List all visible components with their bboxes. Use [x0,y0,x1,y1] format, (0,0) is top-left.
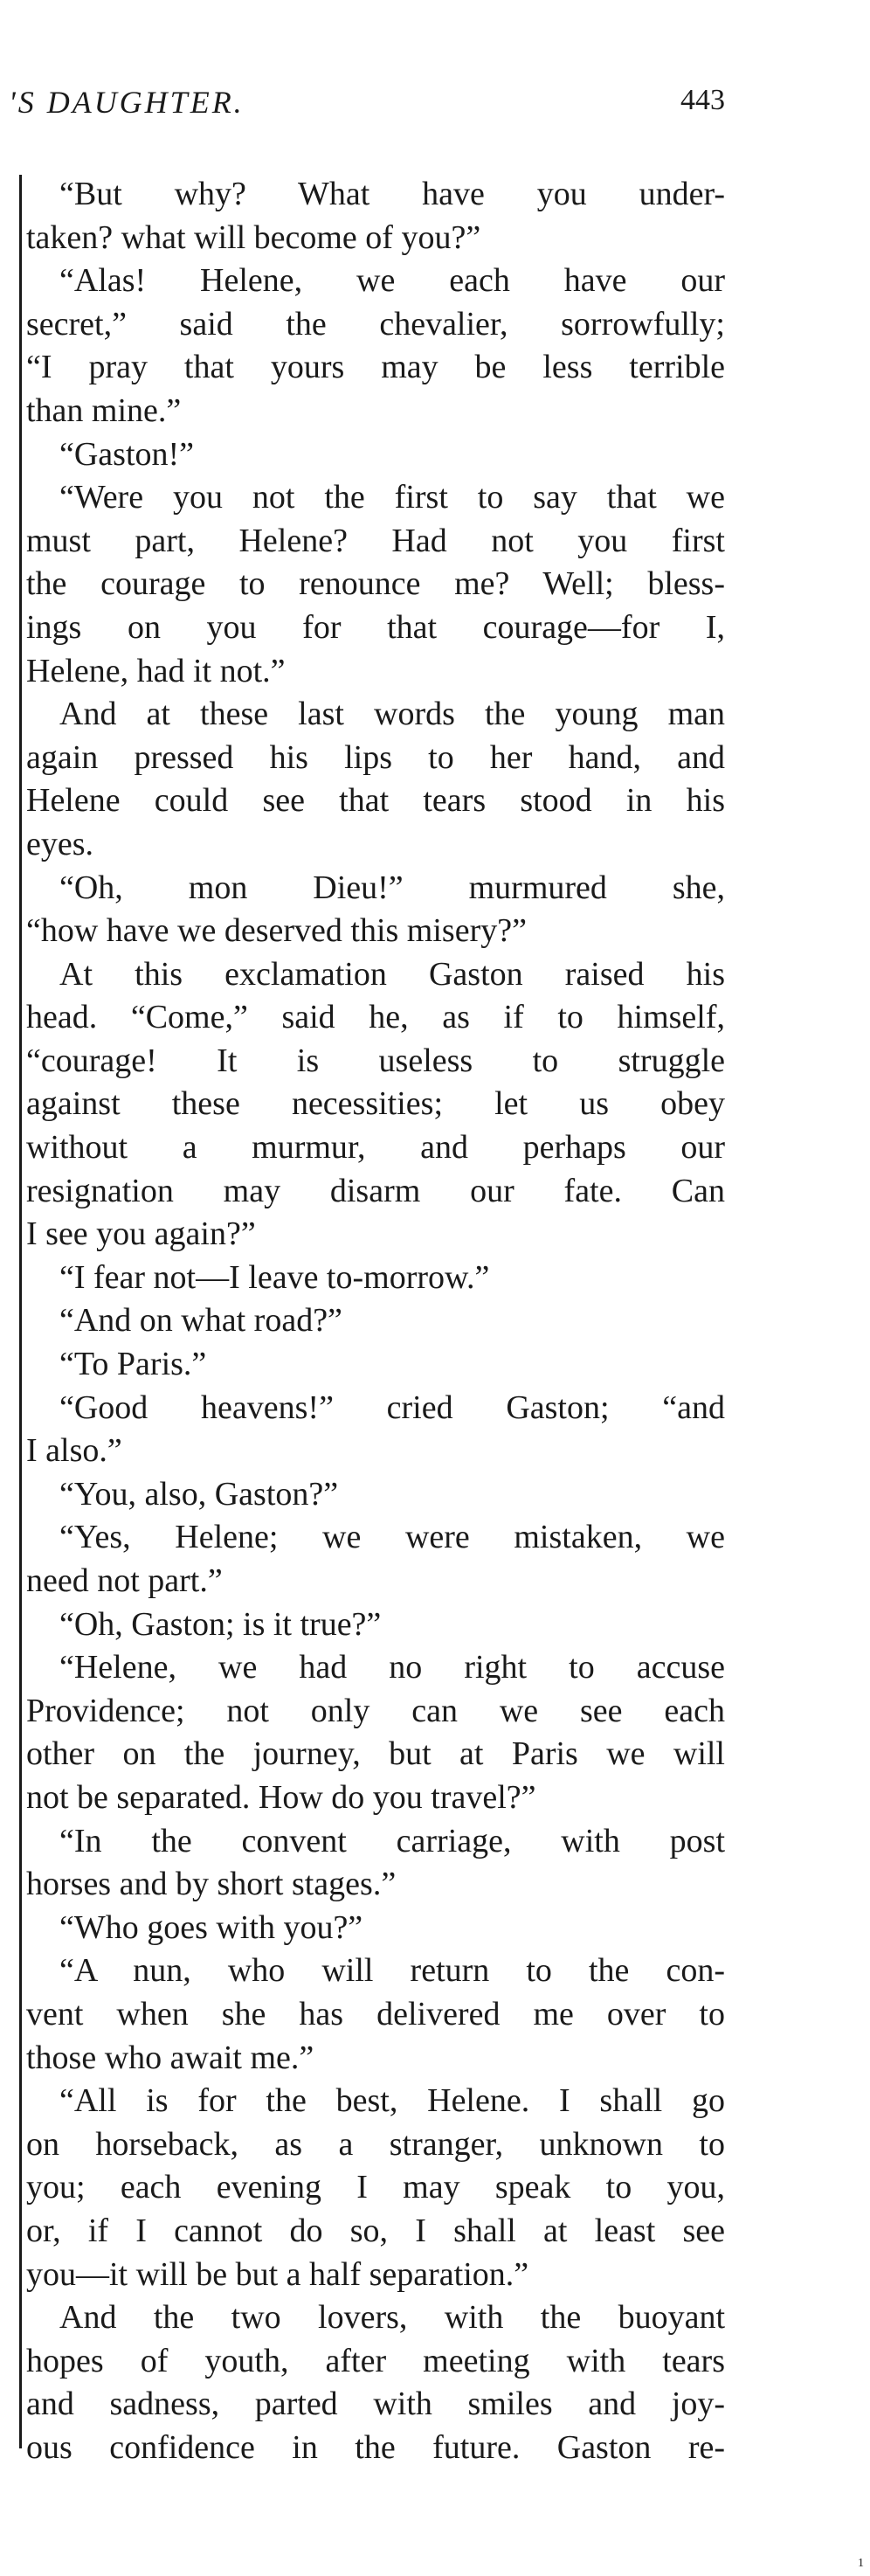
running-title: 'S DAUGHTER. [9,85,245,120]
text-line: and sadness, parted with smiles and joy- [26,2386,725,2423]
text-line: “how have we deserved this misery?” [26,912,527,950]
text-line: At this exclamation Gaston raised his [59,955,725,993]
text-line: “Yes, Helene; we were mistaken, we [59,1519,725,1556]
text-line: than mine.” [26,391,182,429]
text-line: I see you again?” [26,1215,256,1253]
text-line: without a murmur, and perhaps our [26,1129,725,1167]
text-line: “Helene, we had no right to accuse [59,1649,725,1686]
text-line: vent when she has delivered me over to [26,1995,725,2032]
text-line: again pressed his lips to her hand, and [26,738,725,776]
text-line: eyes. [26,825,94,862]
text-line: head. “Come,” said he, as if to himself, [26,999,725,1036]
text-line: I also.” [26,1432,122,1470]
text-line: “Good heavens!” cried Gaston; “and [59,1388,725,1426]
text-line: on horseback, as a stranger, unknown to [26,2125,725,2163]
text-line: the courage to renounce me? Well; bless- [26,565,725,603]
text-line: “I pray that yours may be less terrible [26,349,725,386]
text-line: Helene, had it not.” [26,652,286,689]
text-line: “In the convent carriage, with post [59,1822,725,1859]
text-line: “A nun, who will return to the con- [59,1952,725,1990]
text-line: ings on you for that courage—for I, [26,608,725,646]
text-line: against these necessities; let us obey [26,1085,725,1123]
text-line: “I fear not—I leave to-morrow.” [59,1258,490,1296]
body-text [26,173,725,2469]
text-line: you—it will be but a half separation.” [26,2255,529,2293]
text-line: “Alas! Helene, we each have our [59,262,725,300]
text-line: must part, Helene? Had not you first [26,522,725,559]
text-line: “You, also, Gaston?” [59,1475,339,1513]
text-line: other on the journey, but at Paris we will [26,1735,725,1773]
text-line: “courage! It is useless to struggle [26,1042,725,1079]
text-line: And the two lovers, with the buoyant [59,2299,725,2337]
text-line: “Gaston!” [59,435,195,473]
page-number: 443 [680,84,725,116]
text-line: “But why? What have you under- [59,176,725,212]
text-line: “Were you not the first to say that we [59,479,725,516]
text-line: those who await me.” [26,2039,314,2076]
edge-mark: 1 [858,2557,864,2570]
text-line: “Who goes with you?” [59,1908,363,1946]
text-line: need not part.” [26,1562,223,1599]
text-line: “To Paris.” [59,1346,207,1383]
text-line: “Oh, mon Dieu!” murmured she, [59,869,725,906]
margin-rule [19,175,22,2448]
text-line: secret,” said the chevalier, sorrowfully; [26,305,725,343]
text-line: taken? what will become of you?” [26,218,481,256]
text-line: hopes of youth, after meeting with tears [26,2342,725,2379]
text-line: And at these last words the young man [59,696,725,733]
text-line: Helene could see that tears stood in his [26,782,725,820]
text-line: “All is for the best, Helene. I shall go [59,2082,725,2120]
text-line: ous confidence in the future. Gaston re- [26,2428,725,2466]
text-line: “And on what road?” [59,1302,342,1340]
text-line: not be separated. How do you travel?” [26,1778,536,1816]
text-line: Providence; not only can we see each [26,1692,725,1729]
text-line: you; each evening I may speak to you, [26,2169,725,2206]
text-line: resignation may disarm our fate. Can [26,1172,725,1209]
text-line: horses and by short stages.” [26,1866,397,1903]
text-line: “Oh, Gaston; is it true?” [59,1605,382,1643]
text-line: or, if I cannot do so, I shall at least see [26,2212,725,2249]
running-head [0,84,725,136]
